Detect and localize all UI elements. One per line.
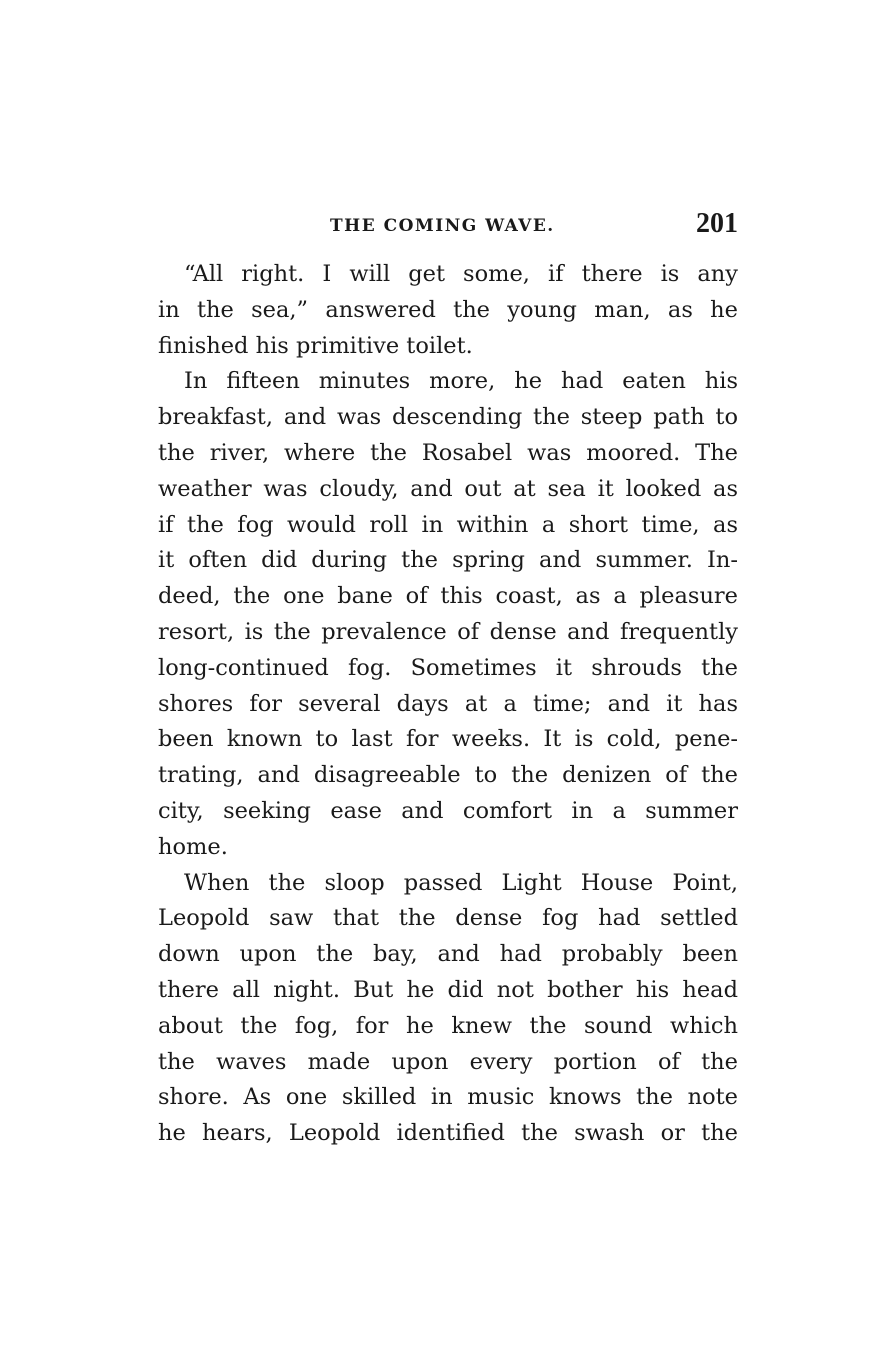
text-line: shores for several days at a time; and it has	[158, 690, 738, 717]
body-text	[158, 257, 738, 1152]
text-line: down upon the bay, and had probably been	[158, 941, 738, 968]
text-line: it often did during the spring and summer. In-	[158, 547, 738, 574]
text-line: about the fog, for he knew the sound which	[158, 1012, 738, 1039]
text-line: trating, and disagreeable to the denizen of the	[158, 762, 738, 789]
text-line: city, seeking ease and comfort in a summer	[158, 797, 738, 824]
text-line: long-continued fog. Sometimes it shrouds the	[158, 654, 738, 681]
page-number: 201	[696, 208, 738, 239]
text-line: shore. As one skilled in music knows the note	[158, 1084, 738, 1111]
text-line: the waves made upon every portion of the	[158, 1048, 738, 1075]
text-line: In fifteen minutes more, he had eaten his	[184, 368, 738, 395]
page-header	[160, 208, 740, 240]
text-line: weather was cloudy, and out at sea it looked as	[158, 475, 738, 502]
text-line: resort, is the prevalence of dense and frequently	[158, 618, 738, 645]
text-line: Leopold saw that the dense fog had settled	[158, 905, 738, 932]
text-line: been known to last for weeks. It is cold, pene-	[158, 726, 738, 753]
text-line: the river, where the Rosabel was moored. The	[158, 439, 738, 466]
text-line: “All right. I will get some, if there is any	[184, 261, 738, 287]
text-line: deed, the one bane of this coast, as a pleasure	[158, 583, 738, 610]
text-line: home.	[158, 833, 228, 860]
text-line: there all night. But he did not bother his head	[158, 976, 738, 1003]
text-line: When the sloop passed Light House Point,	[184, 869, 738, 896]
text-line: if the fog would roll in within a short time, as	[158, 511, 738, 538]
running-head: THE COMING WAVE.	[330, 216, 555, 236]
text-line: finished his primitive toilet.	[158, 332, 473, 359]
text-line: he hears, Leopold identified the swash or the	[158, 1120, 738, 1147]
text-line: in the sea,” answered the young man, as he	[158, 296, 738, 323]
text-line: breakfast, and was descending the steep path to	[158, 404, 738, 431]
